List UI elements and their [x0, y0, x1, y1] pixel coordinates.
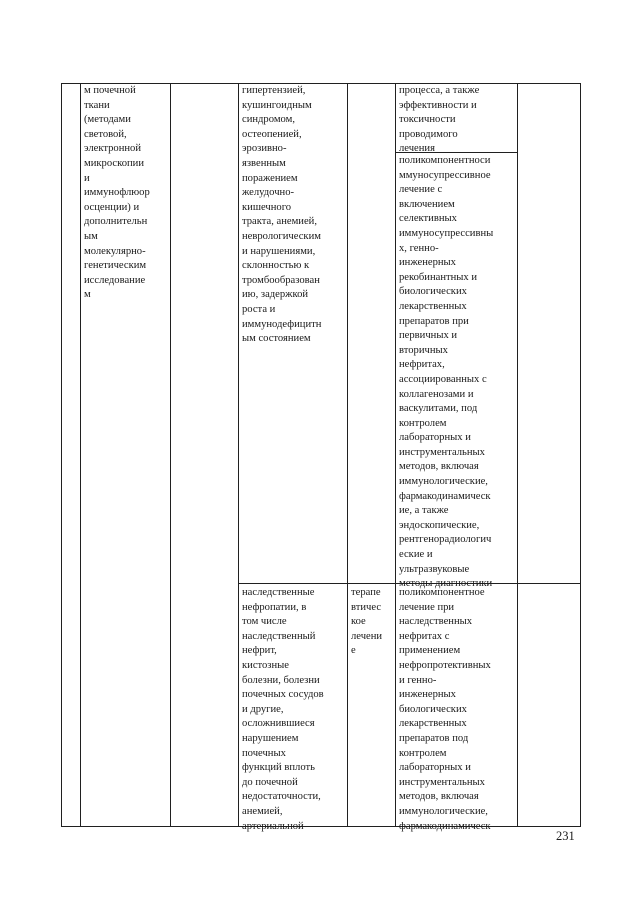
table-border-right	[580, 83, 581, 827]
row1-col2-text: м почечной ткани (методами световой, электронной микроскопии и иммунофлюор осценции) и дополнительн ым молекулярно- генетическим исследование м	[84, 85, 150, 301]
row2-col4-text: наследственные нефропатии, в том числе наследственный нефрит, кистозные болезни, болезни почечных сосудов и другие, осложнившиеся нарушением почечных функций вплоть до почечной недостаточности, анемией, артериальной	[242, 587, 324, 832]
column-rule-1	[80, 83, 81, 827]
column-rule-4	[347, 83, 348, 827]
row2-col5-text: терапе втичес кое лечени е	[351, 587, 383, 657]
table-border-left	[61, 83, 62, 827]
row1-col6-text-bottom: поликомпонентноси ммуносупрессивное лечение с включением селективных иммуносупрессивны х, генно- инженерных рекобинантных и биологических лекарственных препаратов при первичных и вторичных нефритах, ассоциированных с коллагенозами и васкулитами, под контролем лабораторных и инструментальных методов, включая иммунологические, фармакодинамическ ие, а также эндоскопические, рентгенорадиологич еские и ультразвуковые методы диагностики	[399, 155, 494, 590]
column-rule-5	[395, 83, 396, 827]
row1-col4-text: гипертензией, кушингоидным синдромом, остеопенией, эрозивно- язвенным поражением желудочно- кишечного тракта, анемией, неврологическим и нарушениями, склонностью к тромбообразован ию, задержкой роста и иммунодефицитн ым состоянием	[242, 85, 322, 345]
column-rule-6	[517, 83, 518, 827]
row2-col6-text: поликомпонентное лечение при наследственных нефритах с применением нефропротективных и генно- инженерных биологических лекарственных препаратов под контролем лабораторных и инструментальных методов, включая иммунологические, фармакодинамическ	[399, 587, 491, 832]
row1-col6-text-top: процесса, а также эффективности и токсичности проводимого лечения	[399, 85, 480, 155]
column-rule-2	[170, 83, 171, 827]
page-number: 231	[556, 829, 575, 843]
column-rule-3	[238, 83, 239, 827]
